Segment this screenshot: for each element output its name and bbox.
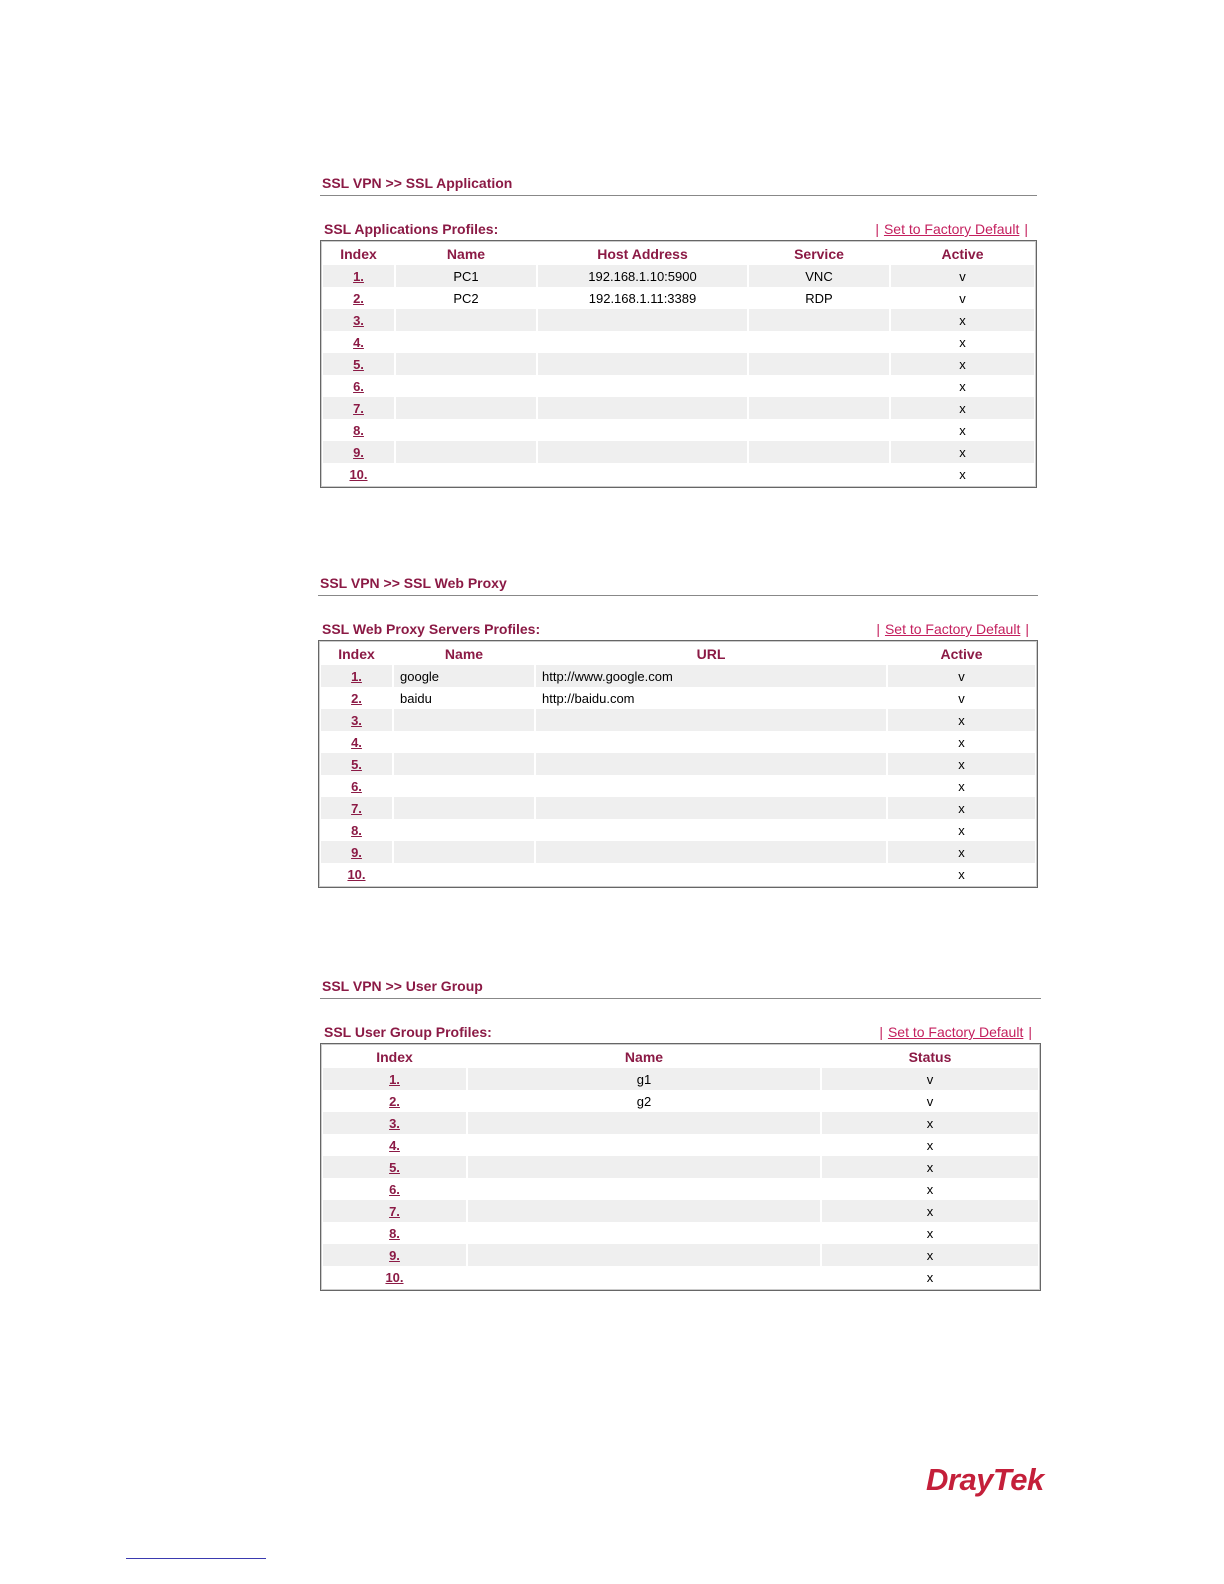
table-row xyxy=(323,265,1034,287)
table-row xyxy=(321,709,1035,731)
index-link[interactable]: 9. xyxy=(321,841,392,863)
active-cell: v xyxy=(888,665,1035,687)
active-cell: x xyxy=(888,841,1035,863)
table-row xyxy=(323,419,1034,441)
table-row xyxy=(323,1134,1038,1156)
section-title xyxy=(320,1021,1041,1043)
name-cell xyxy=(396,353,536,375)
index-link[interactable]: 4. xyxy=(323,331,394,353)
status-cell: x xyxy=(822,1200,1038,1222)
active-cell: x xyxy=(888,797,1035,819)
section-title-text: SSL User Group Profiles: xyxy=(324,1024,492,1040)
name-cell xyxy=(394,819,534,841)
table-row xyxy=(323,1068,1038,1090)
table-row xyxy=(321,797,1035,819)
host-address-cell xyxy=(538,309,747,331)
url-cell xyxy=(536,863,886,885)
name-cell xyxy=(468,1266,820,1288)
table-row xyxy=(323,1112,1038,1134)
table-row xyxy=(321,753,1035,775)
index-link[interactable]: 7. xyxy=(321,797,392,819)
host-address-cell xyxy=(538,353,747,375)
index-link[interactable]: 8. xyxy=(321,819,392,841)
active-cell: x xyxy=(888,709,1035,731)
table-row xyxy=(323,1200,1038,1222)
table-row xyxy=(321,841,1035,863)
column-header-status: Status xyxy=(908,1049,952,1065)
table-row xyxy=(321,687,1035,709)
status-cell: v xyxy=(822,1090,1038,1112)
table-row xyxy=(323,463,1034,485)
url-cell: http://www.google.com xyxy=(536,665,886,687)
column-header-host-address: Host Address xyxy=(597,246,688,262)
index-link[interactable]: 8. xyxy=(323,419,394,441)
table-row xyxy=(323,397,1034,419)
name-cell xyxy=(396,331,536,353)
name-cell xyxy=(394,709,534,731)
table-row xyxy=(323,1266,1038,1288)
index-link[interactable]: 9. xyxy=(323,1244,466,1266)
index-link[interactable]: 3. xyxy=(321,709,392,731)
service-cell: VNC xyxy=(749,265,889,287)
index-link[interactable]: 10. xyxy=(321,863,392,885)
table-row xyxy=(321,819,1035,841)
name-cell: PC1 xyxy=(396,265,536,287)
index-link[interactable]: 5. xyxy=(323,353,394,375)
service-cell xyxy=(749,375,889,397)
index-link[interactable]: 9. xyxy=(323,441,394,463)
ssl-application-panel xyxy=(320,171,1037,488)
column-header-active: Active xyxy=(941,246,984,262)
separator: | xyxy=(1028,1024,1032,1040)
table-row xyxy=(323,287,1034,309)
name-cell xyxy=(394,775,534,797)
footnote-divider xyxy=(126,1558,266,1559)
active-cell: x xyxy=(891,419,1034,441)
breadcrumb: SSL VPN >> SSL Application xyxy=(320,171,1037,196)
status-cell: v xyxy=(822,1068,1038,1090)
column-header-index: Index xyxy=(338,646,375,662)
host-address-cell xyxy=(538,397,747,419)
name-cell xyxy=(396,397,536,419)
host-address-cell xyxy=(538,375,747,397)
index-link[interactable]: 6. xyxy=(323,375,394,397)
active-cell: x xyxy=(891,353,1034,375)
column-header-name: Name xyxy=(624,1049,664,1065)
name-cell xyxy=(468,1200,820,1222)
factory-default-group xyxy=(871,618,1034,640)
service-cell: RDP xyxy=(749,287,889,309)
column-header-name: Name xyxy=(446,246,486,262)
url-cell xyxy=(536,797,886,819)
status-cell: x xyxy=(822,1244,1038,1266)
index-link[interactable]: 5. xyxy=(321,753,392,775)
url-cell xyxy=(536,819,886,841)
status-cell: x xyxy=(822,1134,1038,1156)
index-link[interactable]: 3. xyxy=(323,309,394,331)
name-cell: google xyxy=(394,665,534,687)
status-cell: x xyxy=(822,1222,1038,1244)
index-link[interactable]: 2. xyxy=(323,287,394,309)
index-link[interactable]: 10. xyxy=(323,463,394,485)
ssl-web-proxy-panel xyxy=(318,571,1038,888)
ssl-applications-table xyxy=(320,240,1037,488)
host-address-cell xyxy=(538,331,747,353)
table-row xyxy=(323,1222,1038,1244)
url-cell xyxy=(536,709,886,731)
set-factory-default-link[interactable]: Set to Factory Default xyxy=(883,221,1020,237)
separator: | xyxy=(879,1024,883,1040)
name-cell xyxy=(396,419,536,441)
name-cell xyxy=(396,463,536,485)
host-address-cell xyxy=(538,441,747,463)
index-link[interactable]: 3. xyxy=(323,1112,466,1134)
user-group-panel xyxy=(320,974,1041,1291)
column-header-service: Service xyxy=(794,246,844,262)
breadcrumb: SSL VPN >> SSL Web Proxy xyxy=(318,571,1038,596)
index-link[interactable]: 10. xyxy=(323,1266,466,1288)
url-cell xyxy=(536,753,886,775)
index-link[interactable]: 8. xyxy=(323,1222,466,1244)
name-cell xyxy=(468,1156,820,1178)
active-cell: x xyxy=(891,309,1034,331)
active-cell: x xyxy=(888,775,1035,797)
table-row xyxy=(323,1090,1038,1112)
name-cell xyxy=(468,1134,820,1156)
name-cell xyxy=(394,731,534,753)
service-cell xyxy=(749,463,889,485)
separator: | xyxy=(875,221,879,237)
name-cell xyxy=(396,375,536,397)
column-header-index: Index xyxy=(376,1049,413,1065)
column-header-name: Name xyxy=(444,646,484,662)
name-cell: g1 xyxy=(468,1068,820,1090)
index-link[interactable]: 7. xyxy=(323,1200,466,1222)
service-cell xyxy=(749,441,889,463)
ssl-user-group-table xyxy=(320,1043,1041,1291)
table-row xyxy=(323,309,1034,331)
table-row xyxy=(321,731,1035,753)
name-cell xyxy=(396,309,536,331)
active-cell: x xyxy=(891,463,1034,485)
index-link[interactable]: 6. xyxy=(323,1178,466,1200)
table-row xyxy=(323,441,1034,463)
column-header-active: Active xyxy=(940,646,983,662)
name-cell xyxy=(468,1222,820,1244)
table-header-row xyxy=(323,1046,1038,1068)
url-cell: http://baidu.com xyxy=(536,687,886,709)
active-cell: x xyxy=(891,441,1034,463)
name-cell: PC2 xyxy=(396,287,536,309)
active-cell: v xyxy=(891,265,1034,287)
index-link[interactable]: 4. xyxy=(321,731,392,753)
table-row xyxy=(321,775,1035,797)
status-cell: x xyxy=(822,1178,1038,1200)
table-body xyxy=(321,665,1035,885)
name-cell xyxy=(468,1112,820,1134)
name-cell xyxy=(468,1178,820,1200)
status-cell: x xyxy=(822,1156,1038,1178)
column-header-index: Index xyxy=(340,246,377,262)
url-cell xyxy=(536,731,886,753)
table-row xyxy=(321,863,1035,885)
name-cell xyxy=(394,841,534,863)
name-cell xyxy=(394,797,534,819)
name-cell xyxy=(468,1244,820,1266)
separator: | xyxy=(1025,621,1029,637)
table-row xyxy=(323,1178,1038,1200)
name-cell: g2 xyxy=(468,1090,820,1112)
host-address-cell xyxy=(538,463,747,485)
service-cell xyxy=(749,353,889,375)
active-cell: x xyxy=(888,753,1035,775)
host-address-cell: 192.168.1.11:3389 xyxy=(538,287,747,309)
index-link[interactable]: 1. xyxy=(321,665,392,687)
table-body xyxy=(323,1068,1038,1288)
index-link[interactable]: 7. xyxy=(323,397,394,419)
index-link[interactable]: 5. xyxy=(323,1156,466,1178)
url-cell xyxy=(536,775,886,797)
table-row xyxy=(323,331,1034,353)
active-cell: x xyxy=(891,397,1034,419)
name-cell xyxy=(394,753,534,775)
index-link[interactable]: 6. xyxy=(321,775,392,797)
table-row xyxy=(323,1244,1038,1266)
table-row xyxy=(323,375,1034,397)
service-cell xyxy=(749,331,889,353)
section-title-text: SSL Web Proxy Servers Profiles: xyxy=(322,621,541,637)
factory-default-group xyxy=(870,218,1033,240)
active-cell: x xyxy=(888,731,1035,753)
separator: | xyxy=(876,621,880,637)
url-cell xyxy=(536,841,886,863)
set-factory-default-link[interactable]: Set to Factory Default xyxy=(884,621,1021,637)
table-row xyxy=(323,353,1034,375)
status-cell: x xyxy=(822,1112,1038,1134)
draytek-logo: DrayTek xyxy=(926,1462,1044,1497)
active-cell: x xyxy=(888,819,1035,841)
active-cell: x xyxy=(891,331,1034,353)
factory-default-group xyxy=(874,1021,1037,1043)
name-cell xyxy=(396,441,536,463)
index-link[interactable]: 2. xyxy=(321,687,392,709)
table-header-row xyxy=(323,243,1034,265)
active-cell: v xyxy=(888,687,1035,709)
table-row xyxy=(321,665,1035,687)
separator: | xyxy=(1024,221,1028,237)
index-link[interactable]: 1. xyxy=(323,1068,466,1090)
breadcrumb: SSL VPN >> User Group xyxy=(320,974,1041,999)
table-header-row xyxy=(321,643,1035,665)
table-body xyxy=(323,265,1034,485)
table-row xyxy=(323,1156,1038,1178)
section-title-text: SSL Applications Profiles: xyxy=(324,221,499,237)
index-link[interactable]: 1. xyxy=(323,265,394,287)
service-cell xyxy=(749,397,889,419)
index-link[interactable]: 4. xyxy=(323,1134,466,1156)
active-cell: x xyxy=(891,375,1034,397)
section-title xyxy=(320,218,1037,240)
active-cell: x xyxy=(888,863,1035,885)
index-link[interactable]: 2. xyxy=(323,1090,466,1112)
host-address-cell xyxy=(538,419,747,441)
ssl-web-proxy-table xyxy=(318,640,1038,888)
active-cell: v xyxy=(891,287,1034,309)
host-address-cell: 192.168.1.10:5900 xyxy=(538,265,747,287)
status-cell: x xyxy=(822,1266,1038,1288)
section-title xyxy=(318,618,1038,640)
service-cell xyxy=(749,419,889,441)
service-cell xyxy=(749,309,889,331)
name-cell xyxy=(394,863,534,885)
column-header-url: URL xyxy=(696,646,726,662)
set-factory-default-link[interactable]: Set to Factory Default xyxy=(887,1024,1024,1040)
name-cell: baidu xyxy=(394,687,534,709)
